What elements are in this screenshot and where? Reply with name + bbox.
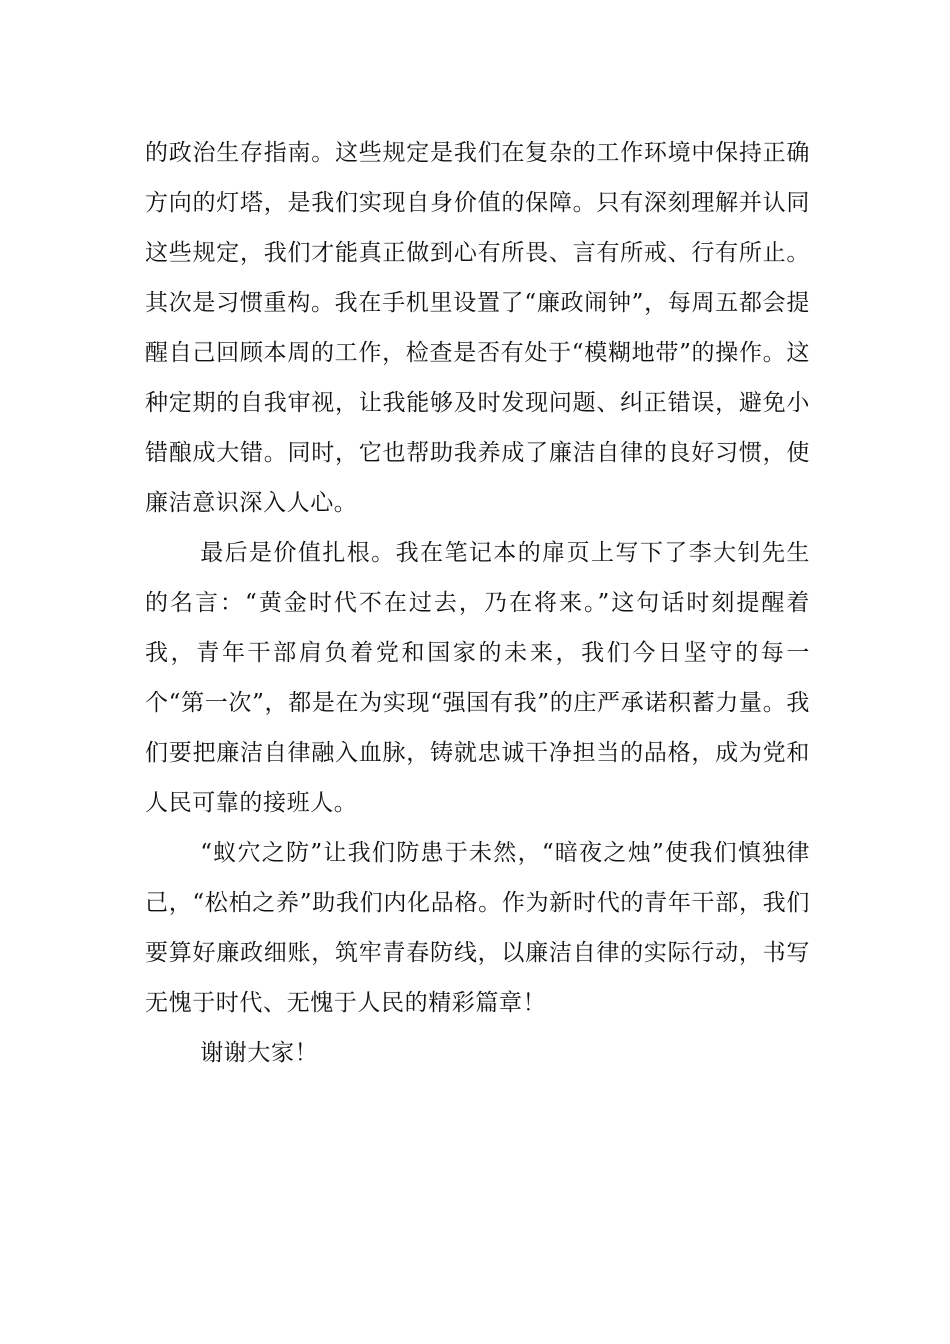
paragraph-thanks: 谢谢大家！ [200,1040,319,1066]
paragraph-value-rooting: 最后是价值扎根。我在笔记本的扉页上写下了李大钊先生的名言：“黄金时代不在过去，乃在将来。”这句话时刻提醒着我，青年干部肩负着党和国家的未来，我们今日坚守的每一个“第一次”，都是在为实现“强国有我”的庄严承诺积蓄力量。我们要把廉洁自律融入血脉，铸就忠诚干净担当的品格，成为党和人民可靠的接班人。 [145,540,810,816]
paragraph-continuation: 的政治生存指南。这些规定是我们在复杂的工作环境中保持正确方向的灯塔，是我们实现自身价值的保障。只有深刻理解并认同这些规定，我们才能真正做到心有所畏、言有所戒、行有所止。其次是习惯重构。我在手机里设置了“廉政闹钟”，每周五都会提醒自己回顾本周的工作，检查是否有处于“模糊地带”的操作。这种定期的自我审视，让我能够及时发现问题、纠正错误，避免小错酿成大错。同时，它也帮助我养成了廉洁自律的良好习惯，使廉洁意识深入人心。 [145,140,810,516]
document-body [145,128,810,1078]
paragraph-conclusion: “蚁穴之防”让我们防患于未然，“暗夜之烛”使我们慎独律己，“松柏之养”助我们内化品格。作为新时代的青年干部，我们要算好廉政细账，筑牢青春防线，以廉洁自律的实际行动，书写无愧于时代、无愧于人民的精彩篇章！ [145,840,810,1016]
